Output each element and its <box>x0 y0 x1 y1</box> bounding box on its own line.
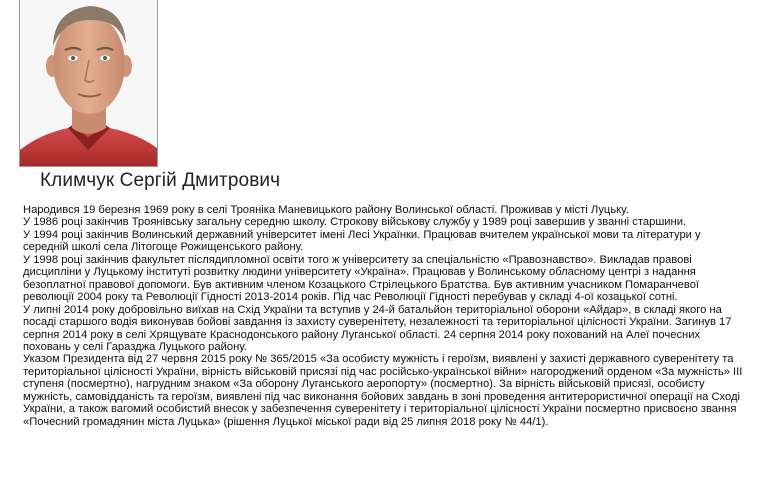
portrait-photo <box>19 0 158 167</box>
bio-paragraph-career: У 1998 році закінчив факультет післядипломної освіти того ж університету за спеціальністю «Правознавство». Викладав правові дисципліни у Луцькому інституті розвитку людини університету «Україна». Працював у Волинському обласному центрі з надання безоплатної правової допомоги. Був активним членом Козацького Стрілецького Братства. Був активним учасником Помаранчевої революції 2004 року та Революції Гідності 2013-2014 років. Під час Революції Гідності перебував у складі 4-ої козацької сотні. <box>23 253 700 304</box>
bio-paragraph-service: У липні 2014 року добровільно виїхав на Схід України та вступив у 24-й батальйон територіальної оборони «Айдар», в складі якого на посаді старшого водія виконував бойові завдання із захисту суверенітету, незалежності та територіальної цілісності України. Загинув 17 серпня 2014 року в селі Хрящувате Краснодонського району Луганської області. 24 серпня 2014 року похований на Алеї почесних поховань у селі Гаразджа Луцького району. <box>23 303 732 353</box>
bio-paragraph-awards: Указом Президента від 27 червня 2015 року № 365/2015 «За особисту мужність і героїзм, виявлені у захисті державного суверенітету та територіальної цілісності України, вірність військовій присязі під час російсько-української війни» нагороджений орденом «За мужність» III ступеня (посмертно), нагрудним знаком «За оборону Луганського аеропорту» (посмертно). За вірність військовій присязі, особисту мужність, самовідданість та героїзм, виявлені під час виконання бойових завдань в зоні проведення антитерористичної операції на Сході України, а також вагомий особистий внесок у забезпечення суверенітету і територіальної цілісності України посмертно присвоєно звання «Почесний громадянин міста Луцька» (рішення Луцької міської ради від 25 липня 2018 року № 44/1). <box>23 353 743 428</box>
bio-paragraph-school: У 1986 році закінчив Троянівську загальну середню школу. Строкову військову службу у 1989 році завершив у званні старшини. <box>23 216 687 229</box>
bio-paragraph-birth: Народився 19 березня 1969 року в селі Трояніка Маневицького району Волинської області. Проживав у місті Луцьку. <box>23 204 629 216</box>
person-portrait-icon <box>20 0 157 166</box>
bio-paragraph-university: У 1994 році закінчив Волинський державний університет імені Лесі Українки. Працював вчителем української мови та літератури у середній школі села Літогоще Рожищенського району. <box>23 228 701 254</box>
person-name-heading: Климчук Сергій Дмитрович <box>40 170 281 191</box>
biography-text <box>23 204 748 428</box>
